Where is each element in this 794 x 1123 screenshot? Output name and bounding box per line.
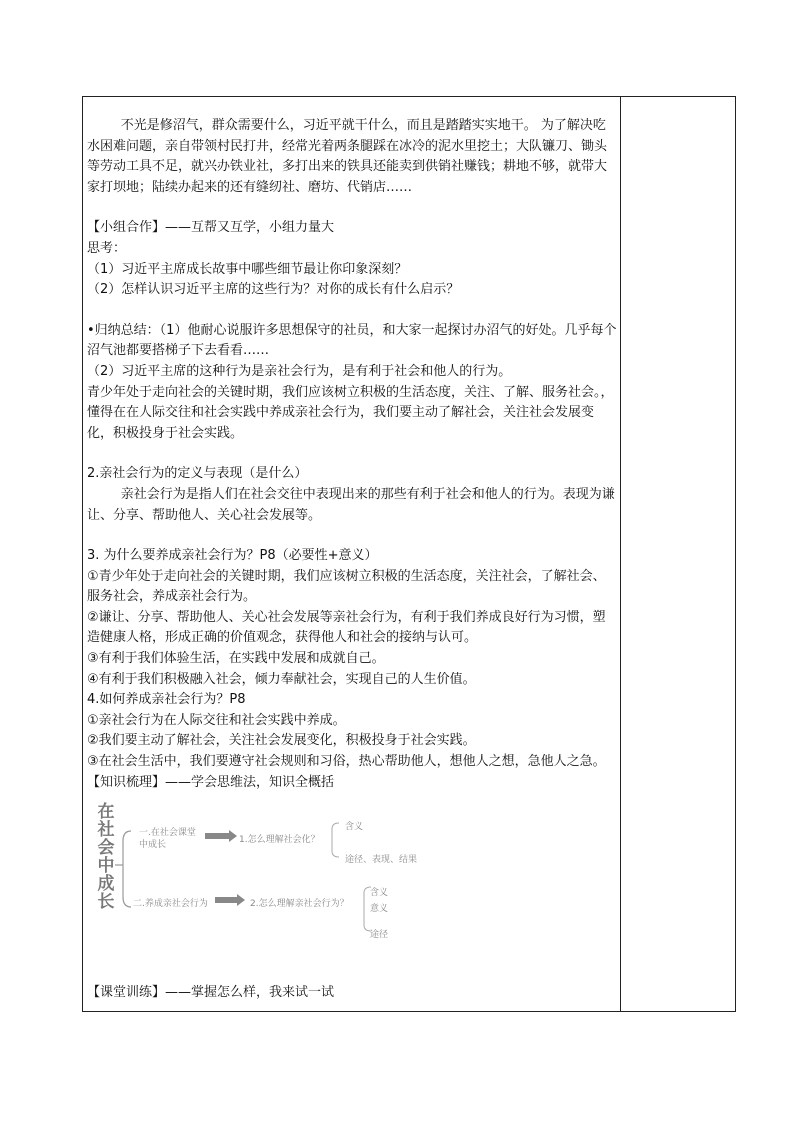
- how-point-1: ①亲社会行为在人际交往和社会实践中养成。: [87, 712, 346, 728]
- root-brace: [123, 831, 131, 907]
- why-title: 3. 为什么要养成亲社会行为？P8（必要性+意义）: [87, 548, 378, 564]
- why-point-3: ③有利于我们体验生活，在实践中发展和成就自己。: [87, 651, 385, 667]
- branch2-leaf-meaning: 含义: [370, 888, 389, 899]
- question-2: （2）怎样认识习近平主席的这些行为？对你的成长有什么启示？: [87, 282, 460, 298]
- branch1-label-line2: 中成长: [139, 840, 167, 851]
- how-point-3: ③在社会生活中，我们要遵守社会规则和习俗，热心帮助他人，想他人之想，急他人之急。: [87, 754, 606, 770]
- root-char: 中: [97, 856, 115, 877]
- branch1-arrow: [205, 830, 237, 842]
- mind-map-root: [96, 803, 116, 911]
- lesson-content: [87, 116, 617, 1004]
- branch2-arrow: [215, 894, 245, 906]
- question-1: （1）习近平主席成长故事中哪些细节最让你印象深刻？: [87, 261, 408, 277]
- mind-map: [87, 793, 617, 983]
- summary-2: （2）习近平主席的这种行为是亲社会行为，是有利于社会和他人的行为。: [87, 363, 512, 379]
- definition-title: 2.亲社会行为的定义与表现（是什么）: [87, 466, 308, 482]
- summary-1: •归纳总结：（1）他耐心说服许多思想保守的社员，和大家一起探讨办沼气的好处。几乎每个沼气池都要搭梯子下去看看……: [87, 322, 617, 359]
- how-title: 4.如何养成亲社会行为？P8: [87, 692, 246, 708]
- branch1-label-line1: 一.在社会课堂: [139, 828, 196, 839]
- branch1-leaf-path: 途径、表现、结果: [345, 855, 418, 866]
- why-point-2: ②谦让、分享、帮助他人、关心社会发展等亲社会行为，有利于我们养成良好行为习惯，塑造健康人格，形成正确的价值观念，获得他人和社会的接纳与认可。: [87, 609, 606, 646]
- summary-3: 青少年处于走向社会的关键时期，我们应该树立积极的生活态度，关注、了解、服务社会。，懂得在在人际交往和社会实践中养成亲社会行为，我们要主动了解社会，关注社会发展变化，积极投身于社会实践。: [87, 384, 614, 441]
- think-label: 思考：: [87, 240, 127, 256]
- story-paragraph: 不光是修沼气，群众需要什么，习近平就干什么，而且是踏踏实实地干。 为了解决吃水困难问题，亲自带领村民打井，经常光着两条腿踩在冰冷的泥水里挖土；大队镰刀、锄头等劳动工具不足，就兴办铁业社，多打出来的铁具还能卖到供销社赚钱；耕地不够，就带大家打坝地；陆续办起来的还有缝纫社、磨坊、代销店……: [87, 118, 608, 195]
- branch1-leaf-meaning: 含义: [345, 822, 364, 833]
- definition-body: 亲社会行为是指人们在社会交往中表现出来的那些有利于社会和他人的行为。表现为谦让、分享、帮助他人、关心社会发展等。: [87, 486, 615, 523]
- branch1-question: 1.怎么理解社会化？: [239, 835, 320, 846]
- root-char: 成: [97, 874, 115, 895]
- knowledge-title: 【知识梳理】——学会思维法，知识全概括: [87, 774, 335, 790]
- branch1-brace: [332, 823, 339, 857]
- table-column-divider: [620, 96, 621, 1012]
- root-char: 会: [97, 838, 115, 859]
- root-char: 社: [97, 820, 115, 841]
- why-point-4: ④有利于我们积极融入社会，倾力奉献社会，实现自己的人生价值。: [87, 671, 476, 687]
- root-char: 在: [97, 802, 115, 823]
- branch2-leaf-path: 途径: [370, 930, 389, 941]
- branch2-question: 2.怎么理解亲社会行为？: [250, 899, 349, 910]
- group-work-title: 【小组合作】——互帮又互学，小组力量大: [87, 220, 335, 236]
- practice-title: 【课堂训练】——掌握怎么样，我来试一试: [87, 985, 335, 1001]
- branch2-leaf-significance: 意义: [370, 904, 389, 915]
- how-point-2: ②我们要主动了解社会，关注社会发展变化，积极投身于社会实践。: [87, 733, 476, 749]
- branch2-label: 二.养成亲社会行为: [133, 899, 208, 910]
- root-char: 长: [97, 892, 115, 913]
- why-point-1: ①青少年处于走向社会的关键时期，我们应该树立积极的生活态度，关注社会，了解社会、服务社会，养成亲社会行为。: [87, 568, 606, 605]
